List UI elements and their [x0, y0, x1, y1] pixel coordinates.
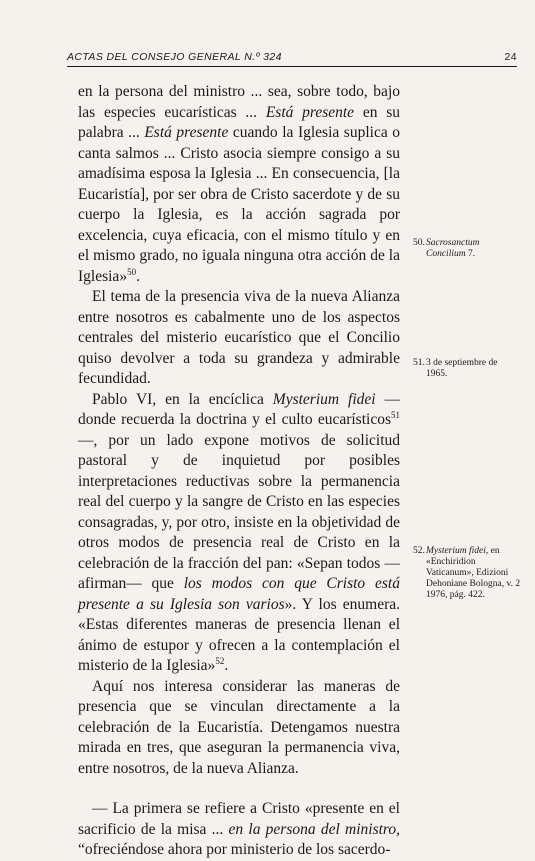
text-run: en la persona del ministro ... sea, sobre todo, bajo las especies eucarísticas ...: [78, 83, 400, 121]
page-number: 24: [504, 51, 517, 63]
italic-run: los modos con que Cristo está presente a su Iglesia son varios: [78, 575, 400, 613]
running-header: [67, 51, 517, 67]
footnote-51: [413, 358, 521, 380]
text-run: .: [136, 267, 140, 285]
paragraph-3: [78, 390, 400, 677]
text-run: — La primera se refiere a Cristo «presente en el sacrificio de la misa ...: [78, 800, 400, 838]
text-run: 3 de septiembre de 1965.: [426, 358, 498, 379]
paragraph-4: Aquí nos interesa considerar las maneras de presencia que se vinculan directamente a la celebración de la Eucaristía. Detengamos nuestra mirada en tres, que aseguran la permanencia viva, entre nosotros, de la nueva Alianza.: [78, 677, 400, 777]
footnote-text: [426, 238, 521, 260]
italic-run: Está presente: [144, 124, 229, 141]
footnote-text: [426, 358, 521, 380]
italic-run: Mysterium fidei: [272, 390, 376, 408]
footnote-ref: 50: [127, 266, 137, 277]
text-run: Pablo VI, en la encíclica: [92, 390, 273, 408]
paragraph-1: [78, 82, 400, 287]
footnote-50: [413, 238, 521, 260]
paragraph-2: El tema de la presencia viva de la nueva Alianza entre nosotros es cabalmente uno de los aspectos centrales del misterio eucarístico que el Concilio quiso devolver a toda su grandeza y admirable fecundidad.: [78, 288, 400, 387]
text-run: 7.: [465, 249, 476, 259]
footnote-ref: 51: [391, 410, 400, 420]
text-run: “ofreciéndose ahora por ministerio de los sacerdo-: [78, 841, 391, 858]
text-run: en «Enchiridion Vaticanum», Edizioni Dehoniane Bologna, v. 2 1976, pág. 422.: [426, 546, 521, 600]
italic-run: Está presente: [265, 103, 355, 121]
footnote-number: 51.: [413, 358, 425, 368]
text-run: .: [224, 657, 229, 674]
text-run: ». Y los enumera. «Estas diferentes maneras de presencia llenan el ánimo de estupor y ofrecen a la contemplación el misterio de la Iglesia»: [78, 595, 400, 674]
text-run: cuando la Iglesia suplica o canta salmos ... Cristo asocia siempre consigo a su amadísima esposa la Iglesia ... En consecuencia, [la Eucaristía], por ser obra de Cristo sacerdote y de su cuerpo la Iglesia, es la acción sagrada por excelencia, cuya eficacia, con el mismo título y en el mismo grado, no iguala ninguna otra acción de la Iglesia»: [78, 124, 401, 285]
italic-run: en la persona del ministro,: [228, 820, 400, 838]
paragraph-5: [78, 799, 400, 861]
text-run: —donde recuerda la doctrina y el culto eucarísticos: [78, 390, 401, 428]
text-run: en su palabra ...: [78, 103, 400, 141]
journal-title: ACTAS DEL CONSEJO GENERAL N.º 324: [67, 51, 282, 63]
footnote-ref: 52: [215, 656, 225, 666]
italic-run: Sacrosanctum Concilium: [426, 238, 480, 259]
text-run: —, por un lado expone motivos de solicitud pastoral y de inquietud por posibles interpretaciones reductivas sobre la permanencia real del cuerpo y la sangre de Cristo en las especies consagradas, y, por otro, insiste en la objetividad de otros modos de presencia real de Cristo en la celebración de la fracción del pan: «Sepan todos —afirman— que: [78, 431, 400, 592]
main-text: [78, 82, 400, 861]
footnote-52: [413, 546, 521, 601]
footnote-number: 52.: [413, 546, 425, 556]
italic-run: Mysterium fidei,: [426, 546, 489, 556]
footnote-text: [426, 546, 521, 601]
footnote-number: 50.: [413, 238, 425, 248]
